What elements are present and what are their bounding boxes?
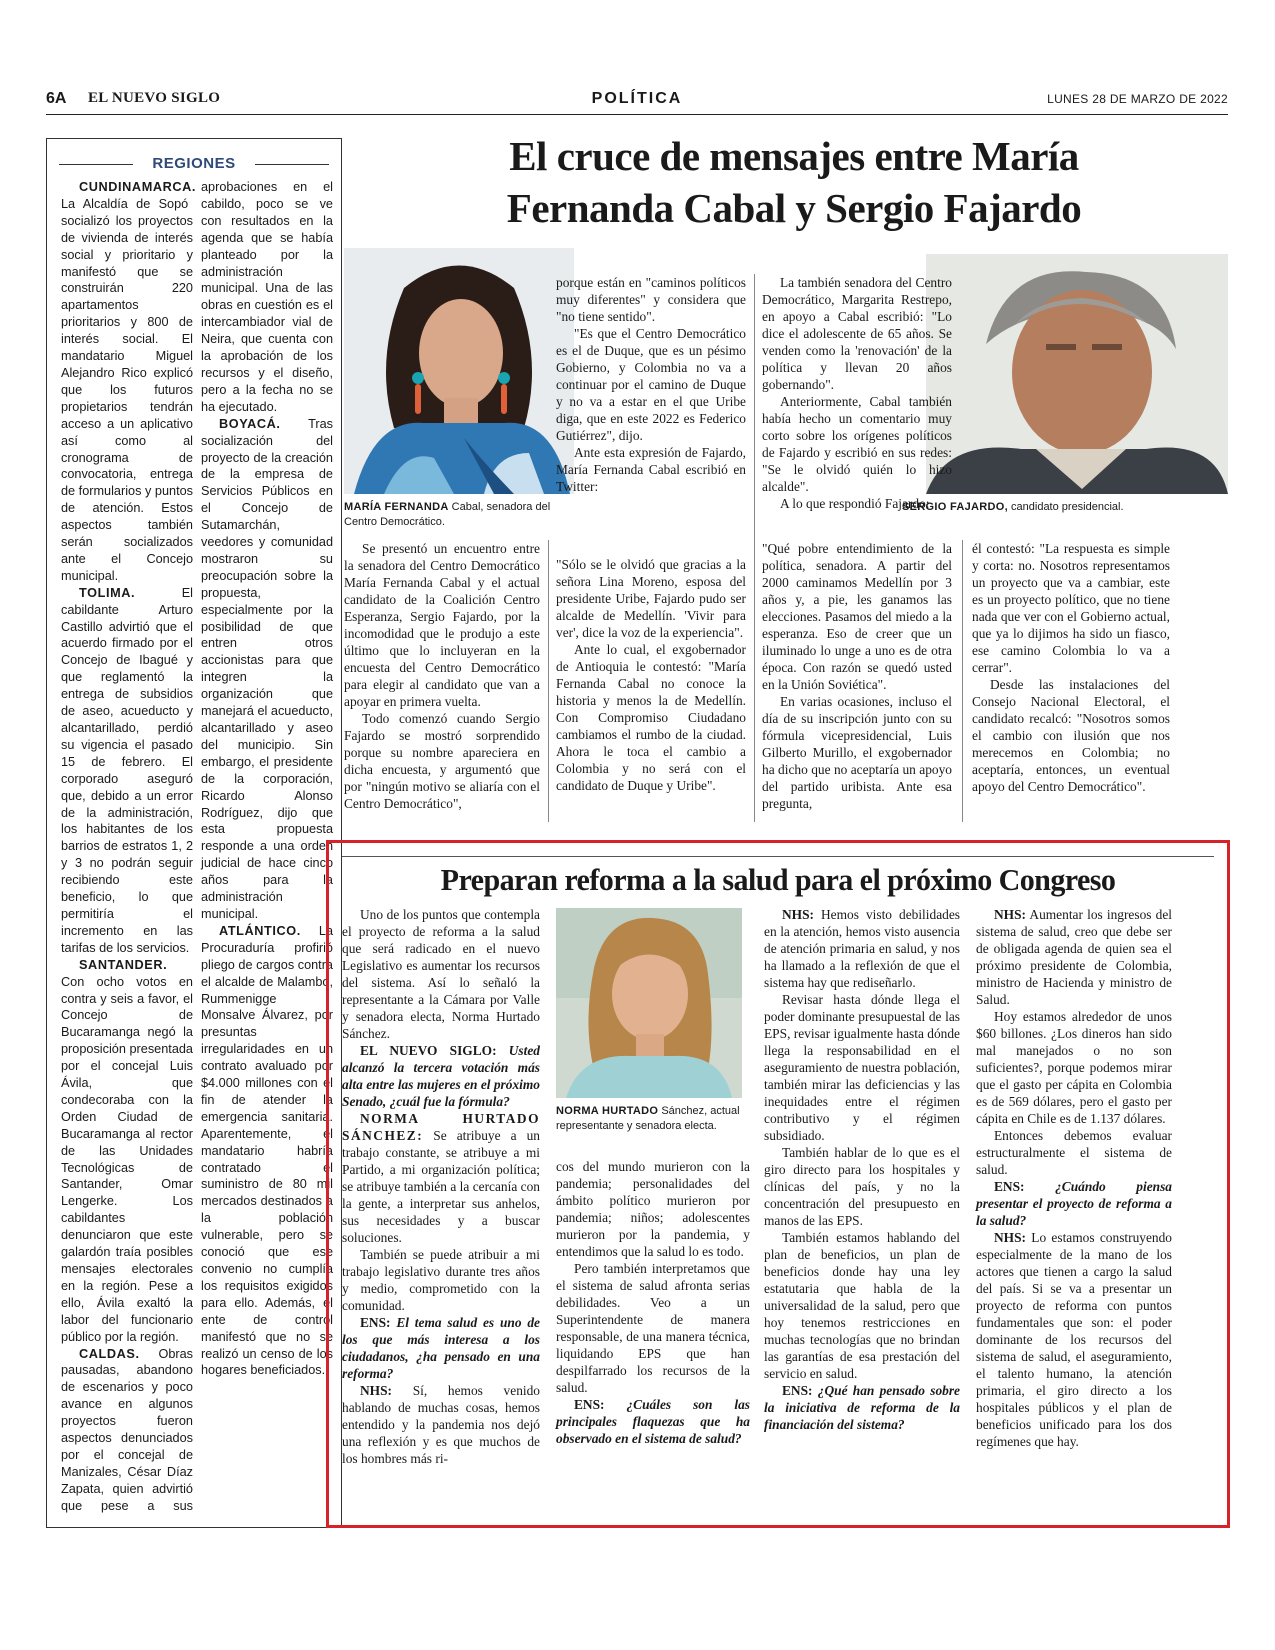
header-divider	[46, 114, 1228, 115]
section-name: POLÍTICA	[591, 90, 683, 107]
caption-fajardo: SERGIO FAJARDO, candidato presidencial.	[902, 501, 1124, 513]
box-column-1: Uno de los puntos que contempla el proyecto de reforma a la salud que será radicado en el nuevo Legislativo es aumentar los recursos del sistema. Así lo señaló la representante a la Cámara por Valle y senadora electa, Norma Hurtado Sánchez. EL NUEVO SIGLO: Usted alcanzó la tercera votación más alta entre las mujeres en el próximo Senado, ¿cuál fue la fórmula? NORMA HURTADO SÁNCHEZ: Se atribuye a un trabajo constante, se atribuye a mi Partido, a mi organización política; se atribuye también a la cercanía con la gente, a interpretar sus anhelos, sus necesidades y a buscar soluciones. También se puede atribuir a mi trabajo legislativo durante tres años y medio, comprometido con la comunidad. ENS: El tema salud es uno de los que más interesa a los ciudadanos, ¿ha pensado en una reforma? NHS: Sí, hemos venido hablando de muchas cosas, hemos entendido y la pandemia nos dejó una reflexión y es que muchos de los hombres más ri-	[342, 907, 540, 1466]
region-item: ATLÁNTICO. La Procuraduría profirió pliego de cargos contra el alcalde de Malambo, Rummenigge Monsalve Álvarez, por presuntas irregularidades en un contrato avaluado por $4.000 millones con el fin de atender la emergencia sanitaria. Aparentemente, el mandatario habría contratado el suministro de 80 mil mercados destinados a la población vulnerable, pero se conoció que ese convenio no cumplía los requisitos exigidos para ello. Además, el ente de control manifestó que no se realizó un censo de los hogares beneficiados.	[201, 923, 333, 1378]
article-column-2-top: porque están en "caminos políticos muy diferentes" y considera que "no tiene sentido". "Es que el Centro Democrático es el de Duque, que es un pésimo Gobierno, y Colombia no va a continuar por el camino de Duque y no va a estar en el que Uribe diga, que en este 2022 es Federico Gutiérrez", dijo. Ante esta expresión de Fajardo, María Fernanda Cabal escribió en Twitter:	[556, 275, 746, 494]
caption-hurtado: NORMA HURTADO Sánchez, actual representante y senadora electa.	[556, 1105, 740, 1132]
box-headline: Preparan reforma a la salud para el próximo Congreso	[440, 862, 1116, 897]
column-divider	[548, 540, 549, 822]
box-column-4: NHS: Aumentar los ingresos del sistema de salud, creo que debe ser de obligada agenda de quien sea el próximo presidente de Colombia, ministro de Hacienda y ministro de Salud. Hoy estamos alrededor de unos $60 billones. ¿Los dineros han sido mal manejados o no son suficientes?, porque podemos mirar que el gasto per cápita en Colombia es de 569 dólares, pero el gasto per cápita en Chile es de 1.137 dólares. Entonces debemos evaluar estructuralmente el sistema de salud. ENS: ¿Cuándo piensa presentar el proyecto de reforma a la salud? NHS: Lo estamos construyendo especialmente de la mano de los actores que tienen a cargo la salud del país. Si se va a presentar un proyecto de reforma con puntos fundamentales que son: el poder dominante de los recursos del sistema de salud, el aseguramiento, el talento humano, la atención primaria, el giro directo a los hospitales públicos y el plan de beneficios unificado para los dos regímenes que hay.	[976, 907, 1172, 1449]
article-column-3-bottom: "Qué pobre entendimiento de la política, senadora. A partir del 2000 caminamos Medellín por 3 años y, a pie, les ganamos las elecciones. Pasamos del miedo a la esperanza. Eso de creer que un iluminado lo unge a uno es de otra época. Con razón se quedó usted en la Unión Soviética". En varias ocasiones, incluso el día de su inscripción junto con su fórmula vicepresidencial, Luis Gilberto Murillo, el exgobernador ha dicho que no aceptaría un apoyo del partido uribista. Ante esa pregunta,	[762, 541, 952, 811]
page-number: 6A	[46, 90, 67, 107]
box-column-3: NHS: Hemos visto debilidades en la atención, hemos visto ausencia de atención primaria en salud, y nos ha llamado a la reflexión de que el sistema hay que rediseñarlo. Revisar hasta dónde llega el poder dominante presupuestal de las EPS, revisar igualmente hasta dónde llega la responsabilidad en el aseguramiento de nuestra población, también mirar las deficiencias y las inequidades entre el régimen contributivo y el régimen subsidiado. También hablar de lo que es el giro directo para los hospitales y clínicas del país, y no la concentración del presupuesto en manos de las EPS. También estamos hablando del plan de beneficios, un plan de beneficios donde hay una ley estatutaria que habla de la universalidad de la salud, pero que hoy tenemos restricciones en muchas tecnologías que no brindan las garantías de esa prestación del servicio en salud. ENS: ¿Qué han pensado sobre la iniciativa de reforma de la financiación del sistema?	[764, 907, 960, 1432]
article-column-4: él contestó: "La respuesta es simple y corta: no. Nosotros representamos un proyecto que va a cambiar, este es un proyecto político, que no tiene nada que ver con el Gobierno actual, que ya lo dijimos ha sido un fiasco, ese camino Colombia lo va a cerrar". Desde las instalaciones del Consejo Nacional Electoral, el candidato recalcó: "Nosotros somos el cambio con ilusión que nos merecemos en Colombia; no aceptaría, entonces, un eventual apoyo del Centro Democrático".	[972, 541, 1170, 794]
region-item: BOYACÁ. Tras socialización del proyecto de la creación de la empresa de Servicios Públicos en el Concejo de Sutamarchán, veedores y comunidad mostraron su preocupación sobre la propuesta, especialmente por la posibilidad de que entren otros accionistas para que integren la organización que manejará el acueducto, alcantarillado y aseo del municipio. Sin embargo, el presidente de la corporación, Ricardo Alonso Rodríguez, dijo que esta propuesta responde a una orden judicial de hace cinco años para la administración municipal.	[201, 416, 333, 921]
photo-maria-fernanda-cabal	[344, 248, 574, 494]
regiones-title: REGIONES	[152, 155, 236, 172]
issue-date: LUNES 28 DE MARZO DE 2022	[1047, 92, 1228, 106]
regiones-text	[61, 179, 333, 1521]
photo-sergio-fajardo	[926, 254, 1228, 494]
region-item: SANTANDER. Con ocho votos en contra y seis a favor, el Concejo de Bucaramanga negó la proposición presentada por el concejal Luis Ávila, que condecoraba con la Orden Ciudad de Bucaramanga al rector de las Unidades Tecnológicas de Santander, Omar Lengerke. Los cabildantes denunciaron que este galardón traía posibles mensajes electorales en la región. Pese a ello, Ávila exaltó la labor del funcionario público por la región.	[61, 957, 193, 1344]
column-divider	[754, 274, 755, 822]
regiones-heading	[55, 155, 333, 173]
newspaper-name: EL NUEVO SIGLO	[88, 90, 221, 106]
region-item: CALDAS. Obras pausadas, abandono de escenarios y poco avance en algunos proyectos fueron aspectos denunciados por el concejal de Manizales, César Díaz Zapata, quien advirtió que pese a sus aprobaciones en el cabildo, poco se ve con resultados en la agenda que se había planteado por la administración municipal. Una de las obras en cuestión es el intercambiador vial de Neira, que cuenta con la aprobación de los recursos y el diseño, pero a la fecha no se ha ejecutado.	[61, 180, 333, 1513]
box-column-2: cos del mundo murieron con la pandemia; personalidades del ámbito político murieron por pandemia; niños; adolescentes murieron por la pandemia, y entendimos que la salud lo es todo. Pero también interpretamos que el sistema de salud afronta serias debilidades. Veo a un Superintendente de manera responsable, de una manera técnica, liquidando EPS que han despilfarrado los recursos de la salud. ENS: ¿Cuáles son las principales flaquezas que ha observado en el sistema de salud?	[556, 1159, 750, 1446]
article-column-3-top: La también senadora del Centro Democrático, Margarita Restrepo, en apoyo a Cabal escribió: "Lo dice el adolescente de 65 años. Se venden como la 'renovación' de la política y llevan 20 años gobernando". Anteriormente, Cabal también había hecho un comentario muy corto sobre los orígenes políticos de Fajardo y escribió en sus redes: "Se le olvidó quién lo hizo alcalde". A lo que respondió Fajardo:	[762, 275, 952, 511]
region-item: CUNDINAMARCA. La Alcaldía de Sopó socializó los proyectos de vivienda de interés social y prioritario y manifestó que se construirán 220 apartamentos prioritarios y 800 de interés social. El mandatario Miguel Alejandro Rico explicó que los futuros propietarios tendrán acceso a un aplicativo así como al cronograma de convocatoria, entrega de formularios y puntos de atención. Estos aspectos también serán socializados ante el Concejo municipal.	[61, 180, 197, 583]
caption-cabal: MARÍA FERNANDA Cabal, senadora del Centro Democrático.	[344, 501, 551, 528]
page-header	[46, 90, 1228, 112]
article-column-2-bottom: "Sólo se le olvidó que gracias a la señora Lina Moreno, esposa del presidente Uribe, Fajardo pudo ser alcalde de Medellín. 'Vivir para ver', dice la voz de la experiencia". Ante lo cual, el exgobernador de Antioquia le contestó: "María Fernanda Cabal no conoce la historia y menos la de Medellín. Con Compromiso Ciudadano cambiamos el rumbo de la ciudad. Ahora le toca el cambio a Colombia y no será con el candidato de Duque y Uribe".	[556, 557, 746, 793]
region-item: TOLIMA. El cabildante Arturo Castillo advirtió que el acuerdo firmado por el Concejo de Ibagué y que reglamentó la entrega de subsidios de aseo, acueducto y alcantarillado, perdió su vigencia el pasado 15 de febrero. El corporado aseguró que, debido a un error de la administración, los habitantes de los barrios de estratos 1, 2 y 3 no podrán seguir recibiendo este beneficio, lo que permitiría el incremento en las tarifas de los servicios.	[61, 585, 193, 955]
photo-norma-hurtado	[556, 908, 742, 1098]
column-divider	[962, 540, 963, 822]
article-column-1: Se presentó un encuentro entre la senadora del Centro Democrático María Fernanda Cabal y el actual candidato de la Coalición Centro Esperanza, Sergio Fajardo, por la incomodidad que le produjo a este último que lo incluyeran en la encuesta del Centro Democrático para elegir al candidato que van a apoyar en primera vuelta. Todo comenzó cuando Sergio Fajardo se mostró sorprendido porque su nombre apareciera en dicha encuesta, y argumentó que por "ningún motivo se aliaría con el Centro Democrático",	[344, 541, 540, 811]
regiones-sidebar	[46, 138, 342, 1528]
box-top-rule	[342, 856, 1214, 857]
main-headline: El cruce de mensajes entre María Fernanda Cabal y Sergio Fajardo	[506, 133, 1082, 231]
